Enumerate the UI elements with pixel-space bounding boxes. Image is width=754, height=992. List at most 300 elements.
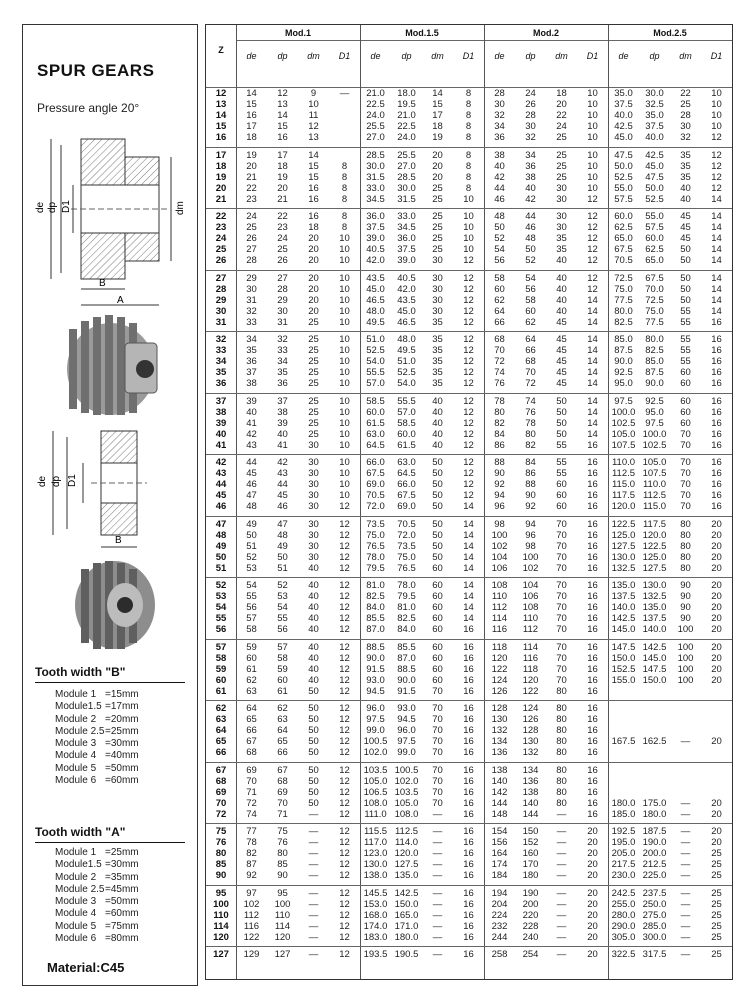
- table-cell: 40: [432, 428, 443, 440]
- tooth-count: 85: [215, 859, 227, 871]
- table-cell: 91.5: [366, 663, 385, 675]
- table-cell: 8: [341, 222, 348, 234]
- table-cell: 37.5: [366, 222, 385, 234]
- table-cell: 50: [680, 294, 691, 306]
- tooth-count: 49: [215, 540, 227, 552]
- table-cell: 140: [522, 797, 539, 809]
- table-cell: 12: [339, 685, 350, 697]
- table-cell: 15: [308, 160, 319, 172]
- table-cell: 56: [246, 602, 257, 614]
- table-cell: 10: [339, 367, 350, 379]
- table-cell: 134: [522, 764, 539, 776]
- table-cell: 14: [711, 255, 722, 267]
- table-cell: 69: [277, 786, 288, 798]
- column-header: de: [494, 51, 505, 61]
- table-cell: 20: [711, 602, 722, 614]
- table-cell: 50: [308, 703, 319, 714]
- table-cell: 49.5: [366, 316, 385, 328]
- table-cell: 26: [277, 255, 288, 267]
- table-cell: 117.5: [611, 490, 636, 502]
- table-cell: 17: [432, 110, 443, 122]
- table-cell: 46: [494, 193, 505, 205]
- table-cell: 50: [680, 244, 691, 256]
- table-cell: 10: [339, 316, 350, 328]
- table-cell: —: [308, 898, 319, 910]
- table-cell: 70: [556, 663, 567, 675]
- table-cell: 50: [680, 272, 691, 284]
- table-cell: 142.5: [394, 887, 419, 899]
- table-cell: 25: [556, 160, 567, 172]
- table-cell: 150.0: [611, 652, 636, 664]
- table-cell: 28: [246, 255, 257, 267]
- table-cell: 29: [246, 272, 257, 284]
- group-divider: [206, 946, 732, 947]
- table-cell: —: [432, 949, 443, 960]
- table-cell: 162.5: [642, 736, 667, 748]
- table-cell: 18: [556, 88, 567, 99]
- table-cell: 108: [491, 580, 508, 591]
- table-cell: 50.0: [645, 182, 664, 194]
- table-cell: 20: [587, 931, 598, 943]
- table-cell: 25: [432, 193, 443, 205]
- table-cell: 50: [308, 714, 319, 726]
- table-cell: 16: [587, 540, 598, 552]
- table-cell: 11: [308, 110, 319, 122]
- table-cell: 16: [587, 714, 598, 726]
- table-cell: 17: [246, 121, 257, 133]
- table-cell: 20: [711, 652, 722, 664]
- tooth-count: 48: [215, 529, 227, 541]
- table-cell: 14: [587, 345, 598, 357]
- table-cell: 190: [522, 887, 539, 899]
- table-cell: 16: [587, 591, 598, 603]
- table-cell: 16: [463, 624, 474, 636]
- table-cell: 16: [463, 663, 474, 675]
- table-cell: 16: [711, 406, 722, 418]
- table-cell: 184: [491, 870, 508, 882]
- table-cell: 148: [491, 808, 508, 820]
- table-cell: 60: [556, 479, 567, 491]
- table-cell: 40: [308, 602, 319, 614]
- table-cell: 42.0: [397, 283, 416, 295]
- table-cell: 122: [243, 931, 260, 943]
- table-cell: 100: [274, 898, 291, 910]
- table-cell: 10: [339, 334, 350, 345]
- table-cell: 70: [680, 428, 691, 440]
- module-header: Mod.1: [285, 28, 311, 38]
- table-cell: 48.0: [366, 305, 385, 317]
- table-cell: 60: [432, 562, 443, 574]
- table-cell: 56: [494, 255, 505, 267]
- table-cell: 12: [463, 272, 474, 284]
- table-cell: 78: [246, 837, 257, 849]
- table-cell: 72.0: [366, 501, 385, 513]
- table-cell: 25: [308, 417, 319, 429]
- tooth-count: 56: [215, 624, 227, 636]
- module-header: Mod.1.5: [405, 28, 439, 38]
- table-cell: 110: [274, 909, 291, 921]
- table-cell: 10: [339, 406, 350, 418]
- table-cell: 58.5: [397, 417, 416, 429]
- table-cell: 10: [339, 378, 350, 390]
- table-cell: 16: [587, 652, 598, 664]
- table-cell: 50: [432, 490, 443, 502]
- table-cell: 190.5: [394, 949, 419, 960]
- table-cell: 12: [339, 764, 350, 776]
- table-cell: 14: [587, 417, 598, 429]
- tooth-count: 13: [215, 99, 227, 111]
- table-cell: 12: [339, 949, 350, 960]
- table-cell: 20: [587, 898, 598, 910]
- table-cell: 108: [522, 602, 539, 614]
- table-cell: 16: [587, 518, 598, 530]
- table-cell: 46.5: [397, 316, 416, 328]
- table-cell: 16: [587, 725, 598, 737]
- table-cell: 82: [525, 439, 536, 451]
- table-cell: 12: [463, 316, 474, 328]
- table-cell: 24: [246, 211, 257, 222]
- table-cell: 10: [463, 233, 474, 245]
- table-cell: 70: [432, 685, 443, 697]
- table-cell: 116: [243, 920, 260, 932]
- table-cell: 16: [587, 703, 598, 714]
- table-cell: 103.5: [363, 764, 388, 776]
- column-header: dm: [307, 51, 320, 61]
- table-cell: 16: [587, 529, 598, 541]
- tooth-count: 54: [215, 602, 227, 614]
- table-cell: 12: [463, 490, 474, 502]
- table-cell: 94.5: [366, 685, 385, 697]
- table-cell: 88: [494, 457, 505, 468]
- table-cell: 12: [463, 395, 474, 407]
- table-cell: 27.0: [366, 132, 385, 144]
- table-cell: 35: [246, 345, 257, 357]
- table-cell: 70: [680, 501, 691, 513]
- table-cell: 58: [246, 624, 257, 636]
- table-cell: 10: [711, 121, 722, 133]
- table-cell: 76.5: [366, 540, 385, 552]
- table-cell: —: [308, 826, 319, 837]
- table-cell: 170: [522, 859, 539, 871]
- table-cell: 40: [432, 406, 443, 418]
- table-cell: 30: [432, 305, 443, 317]
- table-cell: 42: [277, 457, 288, 468]
- table-cell: 80: [680, 562, 691, 574]
- table-cell: 57.5: [614, 193, 633, 205]
- table-cell: 20: [587, 870, 598, 882]
- table-cell: 153.0: [363, 898, 388, 910]
- table-cell: 66: [246, 725, 257, 737]
- table-cell: 10: [463, 244, 474, 256]
- table-cell: 10: [587, 121, 598, 133]
- table-cell: 25: [711, 931, 722, 943]
- table-cell: —: [680, 909, 691, 921]
- table-cell: —: [556, 826, 567, 837]
- table-cell: 43: [246, 439, 257, 451]
- table-cell: 120.0: [394, 848, 419, 860]
- table-cell: 142: [491, 786, 508, 798]
- table-cell: 128: [491, 703, 508, 714]
- table-cell: 68: [246, 747, 257, 759]
- table-cell: 16: [711, 378, 722, 390]
- table-cell: 70: [680, 468, 691, 480]
- group-divider: [206, 393, 732, 394]
- table-cell: 76.5: [397, 562, 416, 574]
- table-cell: 110.0: [611, 457, 636, 468]
- table-cell: 60: [556, 501, 567, 513]
- table-cell: 40: [308, 652, 319, 664]
- tooth-count: 33: [215, 345, 227, 357]
- table-cell: 14: [587, 356, 598, 368]
- list-item: Module 4 =60mm: [55, 908, 139, 920]
- table-cell: 110: [522, 613, 539, 625]
- table-cell: 94.5: [397, 714, 416, 726]
- table-cell: 10: [339, 395, 350, 407]
- table-cell: 14: [711, 222, 722, 234]
- table-cell: 52: [246, 551, 257, 563]
- table-cell: 30.0: [645, 88, 664, 99]
- table-cell: 30: [308, 540, 319, 552]
- table-cell: 102: [522, 562, 539, 574]
- table-cell: 20: [587, 887, 598, 899]
- table-cell: 60: [432, 602, 443, 614]
- table-cell: 50: [556, 417, 567, 429]
- table-cell: 136: [522, 775, 539, 787]
- column-header: dm: [679, 51, 692, 61]
- table-cell: 55: [556, 468, 567, 480]
- table-cell: 16: [463, 736, 474, 748]
- table-cell: 127.5: [394, 859, 419, 871]
- table-cell: 70: [556, 562, 567, 574]
- table-cell: 56: [277, 624, 288, 636]
- table-cell: 20: [711, 591, 722, 603]
- label-b-2: B: [115, 535, 122, 546]
- table-cell: 217.5: [611, 859, 636, 871]
- table-cell: 194: [491, 887, 508, 899]
- table-cell: 150.0: [394, 898, 419, 910]
- label-b: B: [99, 278, 106, 289]
- list-item: Module 1 =15mm: [55, 689, 139, 700]
- table-cell: 12: [711, 171, 722, 183]
- table-cell: 185.0: [611, 808, 636, 820]
- table-cell: 20: [587, 859, 598, 871]
- tooth-count: 59: [215, 663, 227, 675]
- group-divider: [206, 639, 732, 640]
- table-cell: 30: [556, 193, 567, 205]
- table-cell: 10: [339, 439, 350, 451]
- plain-gear-photo: [69, 555, 161, 655]
- table-cell: 138.0: [363, 870, 388, 882]
- table-cell: 36: [494, 132, 505, 144]
- table-cell: —: [680, 870, 691, 882]
- table-cell: 10: [339, 294, 350, 306]
- table-cell: 232: [491, 920, 508, 932]
- tooth-count: 80: [215, 848, 227, 860]
- table-cell: 87: [246, 859, 257, 871]
- table-cell: 12: [339, 808, 350, 820]
- table-cell: —: [680, 808, 691, 820]
- table-cell: 60: [680, 417, 691, 429]
- table-cell: —: [680, 848, 691, 860]
- table-cell: 84.0: [366, 602, 385, 614]
- table-cell: 100: [522, 551, 539, 563]
- table-cell: 40: [246, 406, 257, 418]
- table-cell: —: [432, 848, 443, 860]
- table-cell: 10: [339, 490, 350, 502]
- table-cell: 16: [463, 909, 474, 921]
- table-cell: 64: [277, 725, 288, 737]
- table-cell: 12: [339, 714, 350, 726]
- table-cell: 20: [308, 233, 319, 245]
- table-cell: 60: [432, 652, 443, 664]
- table-cell: 40: [308, 613, 319, 625]
- table-cell: 20: [556, 99, 567, 111]
- table-cell: 132.5: [611, 562, 636, 574]
- tooth-count: 25: [215, 244, 227, 256]
- table-cell: 24: [556, 121, 567, 133]
- column-header: D1: [462, 51, 475, 61]
- tooth-count: 47: [215, 518, 227, 530]
- table-cell: 30: [525, 121, 536, 133]
- left-panel: [22, 24, 198, 986]
- table-cell: —: [556, 848, 567, 860]
- table-cell: 16: [711, 345, 722, 357]
- table-cell: 25: [432, 182, 443, 194]
- table-cell: 90.0: [645, 378, 664, 390]
- table-cell: 20: [432, 149, 443, 161]
- table-cell: 12: [339, 887, 350, 899]
- table-cell: 63.0: [366, 428, 385, 440]
- table-cell: 49: [246, 518, 257, 530]
- table-cell: 28.5: [397, 171, 416, 183]
- table-cell: 20: [711, 580, 722, 591]
- table-cell: 97.5: [645, 417, 664, 429]
- table-cell: 50: [432, 501, 443, 513]
- table-cell: 42.5: [614, 121, 633, 133]
- table-cell: 39: [277, 417, 288, 429]
- table-cell: 25: [308, 428, 319, 440]
- table-cell: 14: [463, 540, 474, 552]
- table-cell: 22: [246, 182, 257, 194]
- table-cell: 16: [587, 764, 598, 776]
- table-cell: —: [308, 859, 319, 871]
- table-cell: 80: [680, 540, 691, 552]
- table-cell: 114.0: [394, 837, 419, 849]
- table-cell: —: [308, 920, 319, 932]
- table-cell: 16: [587, 551, 598, 563]
- table-cell: 16: [711, 334, 722, 345]
- table-cell: 8: [465, 88, 472, 99]
- table-cell: 12: [339, 931, 350, 943]
- table-cell: 16: [711, 395, 722, 407]
- group-divider: [206, 331, 732, 332]
- tooth-count: 61: [215, 685, 227, 697]
- table-cell: 60: [680, 395, 691, 407]
- table-cell: 92: [525, 501, 536, 513]
- table-cell: 40.5: [366, 244, 385, 256]
- table-cell: 33.0: [366, 182, 385, 194]
- table-cell: 19: [277, 171, 288, 183]
- table-cell: 42: [494, 171, 505, 183]
- table-cell: 70: [556, 580, 567, 591]
- table-cell: 50: [308, 797, 319, 809]
- table-cell: 87.0: [397, 652, 416, 664]
- table-cell: 16: [277, 132, 288, 144]
- table-cell: 25: [246, 222, 257, 234]
- table-cell: 12: [339, 870, 350, 882]
- table-cell: 50: [525, 244, 536, 256]
- table-cell: —: [432, 909, 443, 921]
- table-cell: 50: [308, 736, 319, 748]
- table-cell: 20: [711, 808, 722, 820]
- list-item: Module 2.5 =45mm: [55, 883, 139, 895]
- table-cell: 84: [525, 457, 536, 468]
- table-cell: 28: [277, 283, 288, 295]
- table-cell: 80: [680, 518, 691, 530]
- table-cell: 115.5: [363, 826, 388, 837]
- table-cell: 50: [308, 775, 319, 787]
- table-cell: 20: [711, 613, 722, 625]
- table-cell: 45: [556, 316, 567, 328]
- table-cell: 14: [463, 501, 474, 513]
- tooth-count: 65: [215, 736, 227, 748]
- table-cell: 95: [277, 887, 288, 899]
- table-cell: 95.0: [614, 378, 633, 390]
- table-cell: 10: [711, 110, 722, 122]
- table-cell: 140.0: [611, 602, 636, 614]
- table-cell: 14: [711, 294, 722, 306]
- table-cell: 12: [463, 283, 474, 295]
- tooth-count: 72: [215, 808, 227, 820]
- table-cell: 37.5: [645, 121, 664, 133]
- table-cell: 12: [463, 428, 474, 440]
- table-cell: 63: [277, 714, 288, 726]
- table-cell: 82.5: [614, 316, 633, 328]
- table-cell: —: [308, 837, 319, 849]
- table-cell: 36: [525, 160, 536, 172]
- table-cell: 72.5: [645, 294, 664, 306]
- table-cell: 50: [556, 406, 567, 418]
- table-cell: 37.5: [397, 244, 416, 256]
- table-cell: 55: [556, 439, 567, 451]
- table-cell: 42: [246, 428, 257, 440]
- table-cell: 65.0: [614, 233, 633, 245]
- column-header: D1: [586, 51, 599, 61]
- table-cell: 81.0: [366, 580, 385, 591]
- table-cell: 94: [525, 518, 536, 530]
- table-cell: 12: [463, 457, 474, 468]
- table-cell: 82: [494, 417, 505, 429]
- table-cell: 16: [587, 613, 598, 625]
- tooth-count: 63: [215, 714, 227, 726]
- table-cell: 92: [494, 479, 505, 491]
- table-cell: 10: [587, 160, 598, 172]
- tooth-count: 43: [215, 468, 227, 480]
- table-cell: 16: [463, 898, 474, 910]
- table-cell: 19: [432, 132, 443, 144]
- table-cell: 55.5: [397, 395, 416, 407]
- table-cell: 32: [494, 110, 505, 122]
- table-cell: 86: [494, 439, 505, 451]
- table-cell: 14: [463, 529, 474, 541]
- table-cell: 48: [525, 233, 536, 245]
- table-cell: 155.0: [611, 674, 636, 686]
- table-cell: 112.5: [611, 468, 636, 480]
- tooth-count: 52: [215, 580, 227, 591]
- table-cell: 72: [246, 797, 257, 809]
- table-cell: 16: [463, 764, 474, 776]
- table-cell: 195.0: [611, 837, 636, 849]
